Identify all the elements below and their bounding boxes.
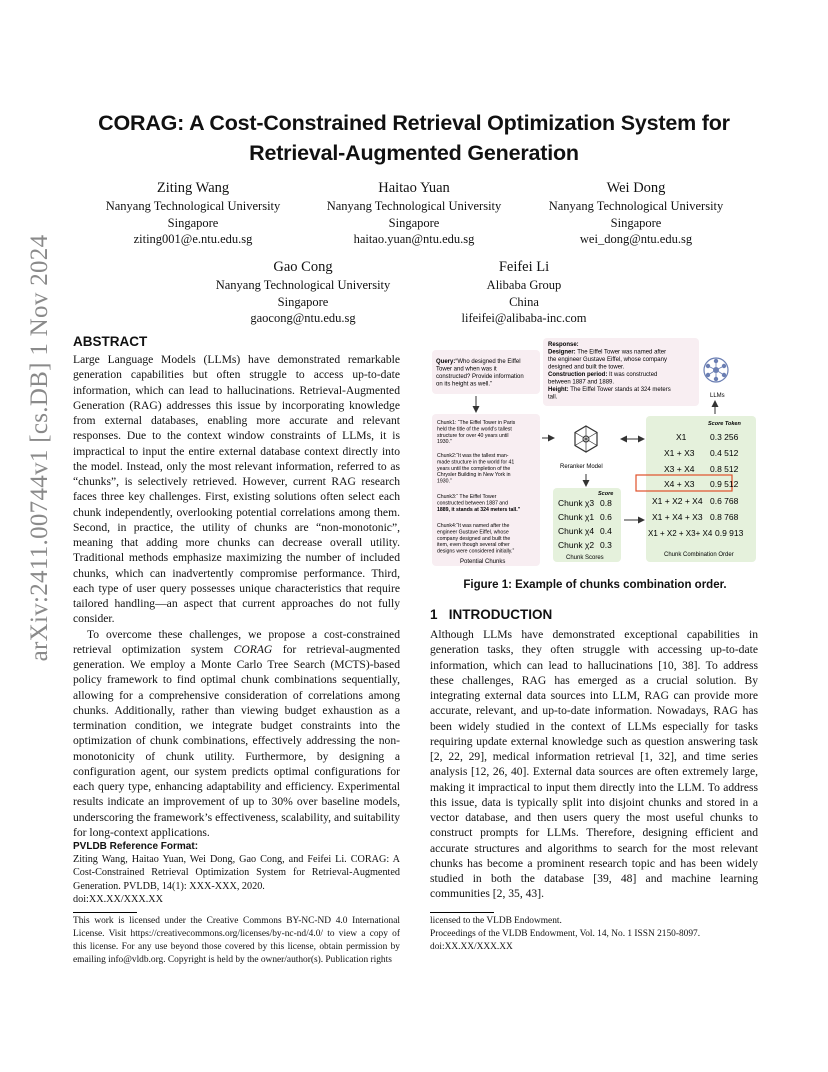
license-footnote: This work is licensed under the Creative Commons BY-NC-ND 4.0 International License. Visit https://creativecommons.org/licenses/by-nc-nd/4.0/ to view a copy of this license. For any use beyond those covered by this license, obtain permission by emailing info@vldb.org. Copyright is held by the owner/author(s). Publication rights — [73, 916, 400, 965]
reranker-label: Reranker Model — [560, 464, 603, 470]
footnote-line: Proceedings of the VLDB Endowment, Vol. 14, No. 1 ISSN 2150-8097. — [430, 928, 701, 939]
combo-label: X1 + X3 — [664, 448, 695, 458]
combo-value: 0.9 913 — [715, 528, 744, 538]
query-text: Query:“Who designed the Eiffel Tower and when was it constructed? Provide information on its height as well.” — [436, 359, 524, 388]
author-email: haitao.yuan@ntu.edu.sg — [353, 232, 475, 247]
chunk-4: Chunk4:“It was named after the engineer Gustave Eiffel, whose company designed and built the item, even though several other designs were considered initially.” — [437, 523, 515, 555]
combo-label: X1 + X2 + X4 — [652, 496, 703, 506]
footnote-rule-left — [73, 912, 137, 913]
chunk-3: Chunk3:“ The Eiffel Tower constructed between 1887 and 1889, it stands at 324 meters tall.” — [437, 494, 521, 513]
combo-label: X1 — [676, 432, 687, 442]
title-line-2: Retrieval-Augmented Generation — [249, 141, 579, 165]
combo-label: X1 + X2 + X3+ X4 — [648, 529, 713, 538]
reference-format-heading: PVLDB Reference Format: — [73, 841, 199, 852]
combo-value: 0.8 512 — [710, 464, 739, 474]
reference-doi: doi:XX.XX/XXX.XX — [73, 893, 163, 905]
paper-title — [60, 108, 768, 168]
chunk-1: Chunk1: “The Eiffel Tower in Paris held the title of the world's tallest structure for over 40 years until 1930.” — [437, 420, 516, 446]
author-name: Haitao Yuan — [378, 180, 450, 196]
figure-1 — [426, 336, 760, 572]
abstract-paragraph-1: Large Language Models (LLMs) have demonstrated remarkable generation capabilities but often struggle to access up-to-date information, which can lead to hallucinations. Retrieval-Augmented Generation (RAG) addresses this issue by incorporating knowledge from external databases, enabling more accurate and relevant responses. Due to the context window constraints of LLMs, it is impractical to input the entire external database context directly into the model. Instead, only the most relevant information, referred to as “chunks”, is selectively retrieved. However, current RAG research faces three key challenges. First, existing solutions often select each chunk independently, overlooking potential correlations among them. Second, in practice, the utility of chunks are “non-monotonic”, meaning that adding more chunks can decrease overall utility. Traditional methods emphasize maximizing the number of included chunks, which can inadvertently compromise performance. Third, each type of user query possesses unique characteristics that require tailored handling—an aspect that current approaches do not fully consider. — [73, 353, 400, 626]
combo-value: 0.6 768 — [710, 496, 739, 506]
combo-value: 0.9 512 — [710, 479, 739, 489]
figure-caption: Figure 1: Example of chunks combination order. — [463, 579, 727, 591]
abstract-body — [73, 352, 400, 840]
response-label: Response: — [548, 342, 579, 348]
llm-network-icon — [704, 358, 728, 382]
score-header: Score — [598, 491, 614, 497]
author-block-5 — [424, 257, 624, 327]
chunk-combination-panel — [646, 416, 756, 562]
combo-value: 0.3 256 — [710, 432, 739, 442]
author-block-2 — [314, 178, 514, 248]
arxiv-id: arXiv:2411.00744v1 [cs.DB] 1 Nov 2024 — [26, 234, 53, 662]
author-affiliation: Nanyang Technological University — [548, 199, 724, 213]
author-country: Singapore — [388, 215, 440, 230]
author-email: ziting001@e.ntu.edu.sg — [133, 232, 253, 247]
author-affiliation: Nanyang Technological University — [326, 199, 502, 213]
author-country: Singapore — [167, 215, 219, 230]
vldb-footnote — [430, 915, 760, 954]
chunk-score-label: Chunk χ2 — [558, 540, 595, 550]
chunk-score-value: 0.6 — [600, 512, 612, 522]
author-block-1 — [93, 178, 293, 248]
author-name: Gao Cong — [273, 259, 333, 275]
author-country: Singapore — [277, 294, 329, 309]
section-title: INTRODUCTION — [448, 607, 553, 622]
author-name: Feifei Li — [498, 259, 550, 275]
combo-label: X4 + X3 — [664, 479, 695, 489]
combo-value: 0.4 512 — [710, 448, 739, 458]
intro-body: Although LLMs have demonstrated exceptional capabilities in generation tasks, they often struggle with accessing up-to-date information, which can lead to hallucinations [10, 38]. To address these challenges, RAG has emerged as a crucial solution. By integrating external data sources into LLM, RAG can provide more accurate, relevant, and up-to-date information. Nowadays, RAG has been widely studied in the context of LLMs especially for tasks requiring update external knowledge such as question answering task [2, 22, 29], medical information retrieval [1, 32], and time series analysis [12, 26, 40]. External data sources are often extremely large, making it impractical to input them directly into the LLM. To address this issue, data is typically split into disjoint chunks and stored in a vector database, and then users query the most useful chunks to construct prompts for LLMs. Therefore, designing efficient and accurate structures and algorithms to search for the most relevant chunks has become a prominent research topic and has been widely studied in both the database [39, 48] and machine learning communities [2, 35, 43]. — [430, 628, 758, 901]
combo-label: X3 + X4 — [664, 464, 695, 474]
combo-header: Score Token — [708, 421, 741, 427]
author-email: wei_dong@ntu.edu.sg — [579, 232, 693, 247]
potential-chunks-label: Potential Chunks — [460, 559, 506, 565]
footnote-line: doi:XX.XX/XXX.XX — [430, 941, 513, 952]
intro-heading — [430, 607, 552, 622]
chunk-score-value: 0.8 — [600, 498, 612, 508]
author-affiliation: Alibaba Group — [486, 278, 562, 292]
chunk-scores-label: Chunk Scores — [566, 555, 604, 561]
reference-format-body — [73, 853, 400, 906]
chunk-score-label: Chunk χ4 — [558, 526, 595, 536]
author-name: Ziting Wang — [156, 180, 230, 196]
author-email: gaocong@ntu.edu.sg — [250, 311, 356, 326]
chunk-score-value: 0.4 — [600, 526, 612, 536]
footnote-line: licensed to the VLDB Endowment. — [430, 916, 562, 926]
llm-label: LLMs — [710, 393, 725, 399]
author-name: Wei Dong — [606, 180, 666, 196]
response-text: Designer: The Eiffel Tower was named after the engineer Gustave Eiffel, whose company designed and built the tower. Construction period: It was constructed between 1887 and 1889. Height: The Eiffel Tower stands at 324 meters tall. — [548, 349, 671, 401]
author-email: lifeifei@alibaba-inc.com — [461, 311, 587, 326]
author-affiliation: Nanyang Technological University — [215, 278, 391, 292]
author-block-3 — [536, 178, 736, 248]
footnote-rule-right — [430, 912, 494, 913]
title-line-1: CORAG: A Cost-Constrained Retrieval Optimization System for — [98, 111, 730, 135]
chunk-2: Chunk2:“It was the tallest man- made structure in the world for 41 years until the completion of the Chrysler Building in New York in 1930.” — [437, 453, 515, 485]
reference-text: Ziting Wang, Haitao Yuan, Wei Dong, Gao Cong, and Feifei Li. CORAG: A Cost-Constrained Retrieval Optimization System for Retrieval-Augmented Generation. PVLDB, 14(1): XXX-XXX, 2020. — [73, 854, 400, 892]
abstract-heading: ABSTRACT — [73, 334, 148, 349]
abstract-paragraph-2: To overcome these challenges, we propose a cost-constrained retrieval optimization system CORAG for retrieval-augmented generation. We employ a Monte Carlo Tree Search (MCTS)-based policy framework to find optimal chunk combinations sequentially, allowing for a comprehensive consideration of correlations among chunks. Additionally, rather than viewing budget exhaustion as a termination condition, we integrate budget constraints into the optimization of chunk combinations, effectively addressing the non-monotonicity of chunk utility. Furthermore, by designing a configuration agent, our system predicts optimal configurations for each query type, enhancing adaptability and efficiency. Experimental results indicate an improvement of up to 30% over baseline models, underscoring the framework’s effectiveness, scalability, and suitability for long-context applications. — [73, 627, 400, 839]
author-country: China — [509, 294, 539, 309]
chunk-score-label: Chunk χ3 — [558, 498, 595, 508]
combo-label-caption: Chunk Combination Order — [664, 552, 734, 558]
author-affiliation: Nanyang Technological University — [105, 199, 281, 213]
author-block-4 — [203, 257, 403, 327]
combo-label: X1 + X4 + X3 — [652, 512, 703, 522]
system-name: CORAG — [233, 642, 273, 656]
chunk-score-value: 0.3 — [600, 540, 612, 550]
combo-value: 0.8 768 — [710, 512, 739, 522]
section-number: 1 — [430, 607, 438, 622]
chunk-score-label: Chunk χ1 — [558, 512, 595, 522]
author-country: Singapore — [610, 215, 662, 230]
